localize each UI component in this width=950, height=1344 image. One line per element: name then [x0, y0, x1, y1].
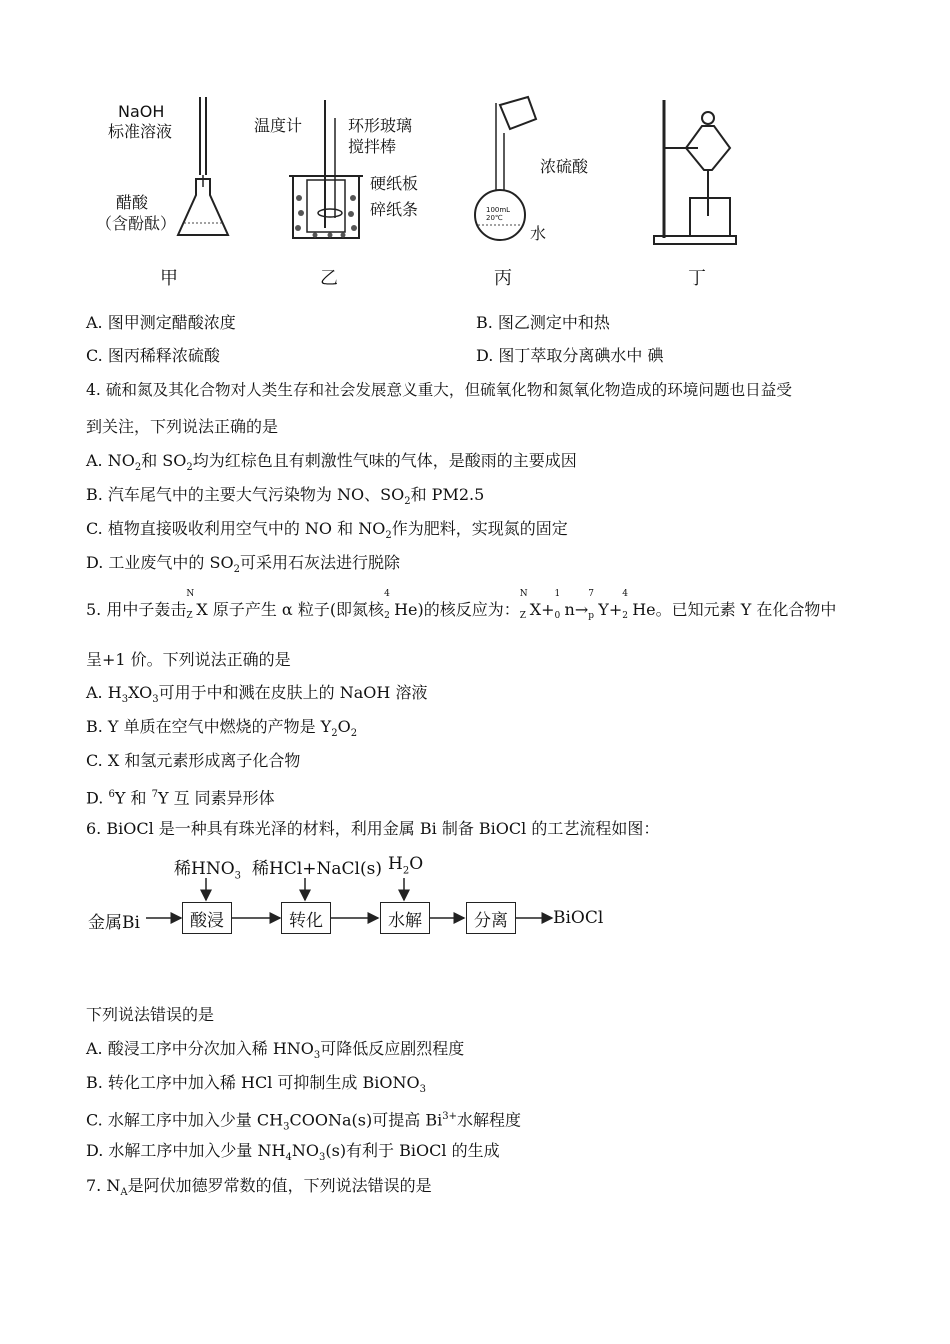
paper-scraps-label: 碎纸条	[370, 200, 419, 219]
q5-stem-g: He。已知元素 Y 在化合物中	[632, 600, 837, 619]
q6-option-a	[86, 1038, 464, 1067]
q4-stem-line1: 4. 硫和氮及其化合物对人类生存和社会发展意义重大，但硫氧化物和氮氧化物造成的环境问题也日益受	[86, 381, 792, 399]
q6-d-mid: NO	[291, 1141, 319, 1160]
q7-pre: 7. N	[86, 1176, 121, 1195]
q5-stem-b: X 原子产生 α 粒子(即氮核	[196, 600, 385, 619]
q5-b-mid: O	[337, 717, 351, 736]
subscript: 2	[404, 496, 411, 508]
thermometer-label: 温度计	[254, 116, 303, 135]
subscript: 2	[331, 728, 338, 740]
q3-option-a: A. 图甲测定醋酸浓度	[86, 313, 236, 332]
q5-stem-line2: 呈+1 价。下列说法正确的是	[86, 650, 291, 669]
q5-stem-c: He)的核反应为：	[394, 600, 520, 619]
q6-option-c	[86, 1106, 521, 1139]
q3-option-b: B. 图乙测定中和热	[476, 313, 610, 332]
subscript: 4	[285, 1152, 292, 1164]
water-label: 水	[530, 224, 547, 243]
superscript: 3+	[442, 1111, 457, 1122]
subscript: 2	[134, 462, 142, 474]
q6-b-pre: B. 转化工序中加入稀 HCl 可抑制生成 BiONO	[86, 1073, 420, 1092]
q6-c-mid: COONa(s)可提高 Bi	[289, 1110, 443, 1130]
flow-step-acid-leach: 酸浸	[182, 902, 232, 934]
nuclide-notation: 4 2	[622, 589, 628, 621]
flow-step-conversion: 转化	[281, 902, 331, 934]
superscript: 6	[108, 789, 115, 800]
q6-d-pre: D. 水解工序中加入少量 NH	[86, 1141, 286, 1160]
q5-a-mid: XO	[128, 683, 153, 702]
q6-d-post: (s)有利于 BiOCl 的生成	[325, 1141, 500, 1160]
subscript: 2	[186, 462, 193, 474]
phenolphthalein-label: （含酚酞）	[96, 214, 177, 233]
cardboard-label: 硬纸板	[370, 174, 419, 193]
q5-stem-d: X+	[529, 600, 555, 619]
q3-option-d: D. 图丁萃取分离碘水中 碘	[476, 346, 664, 365]
subscript: A	[120, 1187, 128, 1199]
nuclide-notation: 1 0	[554, 589, 561, 621]
q4-a-post: 均为红棕色且有刺激性气味的气体，是酸雨的主要成因	[192, 451, 577, 470]
q6-stem-line2: 下列说法错误的是	[86, 1005, 215, 1024]
naoh-label: NaOH	[118, 102, 165, 121]
q5-stem-f: Y+	[598, 600, 623, 619]
q5-d-pre: D.	[86, 788, 109, 808]
q4-b-pre: B. 汽车尾气中的主要大气污染物为 NO、SO	[86, 485, 405, 504]
q7-post: 是阿伏加德罗常数的值，下列说法错误的是	[127, 1176, 432, 1195]
subscript: 3	[318, 1152, 326, 1164]
flow-step-separation: 分离	[466, 902, 516, 934]
q4-a-pre: A. NO	[86, 451, 135, 470]
figure-label-bing: 丙	[494, 268, 512, 289]
superscript: 7	[151, 789, 158, 800]
q3-option-c: C. 图丙稀释浓硫酸	[86, 346, 220, 365]
q5-b-pre: B. Y 单质在空气中燃烧的产物是 Y	[86, 717, 332, 736]
q7-stem	[86, 1175, 432, 1204]
q4-d-pre: D. 工业废气中的 SO	[86, 553, 234, 572]
subscript: 3	[283, 1121, 290, 1133]
q6-option-b	[86, 1072, 426, 1101]
q6-option-d	[86, 1140, 500, 1169]
figure-label-jia: 甲	[160, 268, 178, 289]
glass-stirrer-label-2: 搅拌棒	[348, 137, 397, 156]
subscript: 3	[419, 1084, 426, 1096]
subscript: 2	[233, 564, 240, 576]
subscript: 2	[350, 728, 358, 740]
nuclide-notation: 4 2	[384, 589, 390, 621]
flow-end-label: BiOCl	[553, 908, 604, 928]
nuclide-notation: N Z	[519, 589, 528, 621]
conc-sulfuric-acid-label: 浓硫酸	[540, 157, 589, 176]
acetic-acid-label: 醋酸	[116, 193, 149, 212]
nuclide-notation: N Z	[186, 589, 195, 621]
q6-a-pre: A. 酸浸工序中分次加入稀 HNO	[86, 1039, 314, 1058]
figure-label-ding: 丁	[688, 268, 706, 289]
q5-option-c: C. X 和氢元素形成离子化合物	[86, 751, 301, 770]
flow-start-label: 金属Bi	[88, 913, 140, 933]
q6-c-post: 水解程度	[456, 1110, 521, 1130]
q4-stem-line2: 到关注，下列说法正确的是	[86, 417, 279, 436]
subscript: 3	[121, 694, 129, 706]
q6-stem: 6. BiOCl 是一种具有珠光泽的材料，利用金属 Bi 制备 BiOCl 的工艺流程如图：	[86, 819, 660, 838]
subscript: 2	[385, 530, 392, 542]
q6-a-post: 可降低反应剧烈程度	[320, 1039, 465, 1058]
figure-label-yi: 乙	[320, 268, 338, 289]
subscript: 3	[152, 694, 159, 706]
q5-a-post: 可用于中和溅在皮肤上的 NaOH 溶液	[158, 683, 428, 702]
nuclide-notation: 7 p	[588, 589, 595, 621]
flow-reagent-3: $H_2O$	[388, 854, 424, 877]
q5-d-mid: Y 和	[114, 788, 152, 808]
glass-stirrer-label-1: 环形玻璃	[348, 116, 413, 135]
subscript: 3	[313, 1050, 321, 1062]
q4-c-post: 作为肥料，实现氮的固定	[391, 519, 568, 538]
flow-reagent-2: 稀HCl+NaCl(s)	[252, 859, 382, 879]
standard-solution-label: 标准溶液	[108, 122, 173, 141]
q6-c-pre: C. 水解工序中加入少量 CH	[86, 1110, 284, 1130]
flow-reagent-1: 稀$HNO_3$	[174, 859, 242, 882]
q5-stem-e: n→	[564, 600, 589, 619]
flow-step-hydrolysis: 水解	[380, 902, 430, 934]
q4-a-mid: 和 SO	[141, 451, 187, 470]
q5-d-post: Y 互 同素异形体	[157, 788, 275, 808]
q4-d-post: 可采用石灰法进行脱除	[239, 553, 400, 572]
q5-stem-a: 5. 用中子轰击	[86, 600, 187, 619]
q5-a-pre: A. H	[86, 683, 122, 702]
q4-b-post: 和 PM2.5	[410, 485, 485, 504]
flask-capacity-label: 100mL 20℃	[486, 206, 511, 222]
q4-c-pre: C. 植物直接吸收利用空气中的 NO 和 NO	[86, 519, 386, 538]
